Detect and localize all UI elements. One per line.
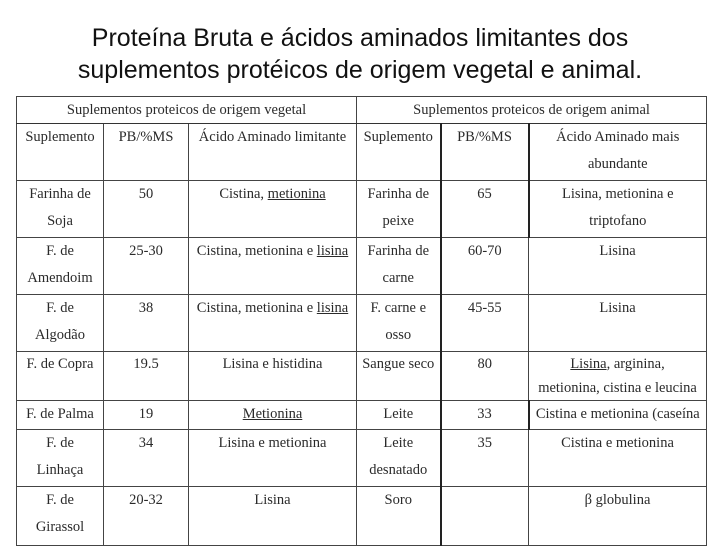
veg-amino-acid-underlined: lisina [316,243,349,259]
table-row [17,352,707,401]
col-header-aa-abundante [529,124,707,181]
ani-supplement-name: Leite [383,435,414,451]
ani-amino-acid-cont: metionina, cistina e leucina [538,380,697,396]
ani-amino-acid-text: , arginina, [606,356,665,372]
group-header-animal: Suplementos proteicos de origem animal [357,97,707,124]
table-row [17,401,707,430]
col-header-aa-abundante-line1: Ácido Aminado mais [556,129,680,145]
ani-amino-acid [532,352,703,376]
ani-amino-acid: β globulina [529,487,707,546]
table-row [17,238,707,295]
ani-amino-acid: Lisina, metionina e [561,186,674,202]
protein-table [16,96,707,546]
col-header-aa-abundante-line2: abundante [587,156,648,172]
ani-pb-value: 33 [441,401,529,430]
ani-pb-value: 80 [441,352,529,401]
ani-amino-acid-underlined: Lisina [570,356,607,372]
veg-amino-acid-text: Cistina, [219,186,268,202]
ani-pb-value [441,487,529,546]
ani-supplement-name: Sangue seco [357,352,441,401]
veg-supplement-name: F. de [46,243,74,259]
veg-pb-value: 38 [104,295,189,352]
slide-title [0,22,720,86]
veg-amino-acid-underlined: metionina [267,186,326,202]
ani-supplement-name: F. carne e [370,300,427,316]
col-header-pb-ani: PB/%MS [441,124,529,181]
veg-supplement-name: F. de [46,492,74,508]
ani-amino-acid: Lisina [599,300,636,316]
veg-amino-acid-underlined: lisina [316,300,349,316]
veg-supplement-name: F. de [46,435,74,451]
ani-supplement-name: Farinha de [367,243,430,259]
ani-supplement-name: Leite [357,401,441,430]
veg-amino-acid-text: Cistina, metionina e [196,300,317,316]
veg-supplement-name-cont: Girassol [35,519,85,535]
col-header-suplemento-ani: Suplemento [357,124,441,181]
veg-amino-acid [189,295,357,352]
ani-amino-acid-cont: triptofano [589,213,647,229]
title-line-1: Proteína Bruta e ácidos aminados limitantes dos [91,24,629,52]
veg-pb-value: 50 [104,181,189,238]
col-header-pb-veg: PB/%MS [104,124,189,181]
ani-amino-acid: Lisina [599,243,636,259]
col-header-suplemento-veg: Suplemento [17,124,104,181]
ani-pb-value: 65 [441,181,529,238]
veg-pb-value: 34 [104,430,189,487]
veg-supplement-name: F. de [46,300,74,316]
veg-amino-acid [189,238,357,295]
veg-pb-value: 20-32 [104,487,189,546]
ani-supplement-name-cont: desnatado [369,462,428,478]
table-row [17,487,707,546]
ani-amino-acid: Cistina e metionina [529,430,707,487]
veg-supplement-name: F. de Copra [17,352,104,401]
ani-pb-value: 60-70 [441,238,529,295]
veg-pb-value: 25-30 [104,238,189,295]
veg-pb-value: 19 [104,401,189,430]
table-row [17,430,707,487]
ani-supplement-name: Farinha de [367,186,430,202]
ani-pb-value: 45-55 [441,295,529,352]
col-header-aa-limitante: Ácido Aminado limitante [189,124,357,181]
veg-amino-acid: Lisina [189,487,357,546]
ani-supplement-name-cont: carne [382,270,414,286]
ani-supplement-name-cont: osso [385,327,412,343]
ani-supplement-name: Soro [357,487,441,546]
title-line-2: suplementos protéicos de origem vegetal e animal. [77,56,643,84]
group-header-vegetal: Suplementos proteicos de origem vegetal [17,97,357,124]
veg-pb-value: 19.5 [104,352,189,401]
ani-pb-value: 35 [441,430,529,487]
veg-amino-acid [189,401,357,430]
ani-amino-acid: Cistina e metionina (caseína [529,401,707,430]
veg-supplement-name-cont: Amendoim [27,270,93,286]
veg-supplement-name-cont: Algodão [35,327,85,343]
table-row [17,295,707,352]
veg-amino-acid: Lisina e histidina [189,352,357,401]
veg-amino-acid: Lisina e metionina [189,430,357,487]
veg-amino-acid-text: Cistina, metionina e [196,243,317,259]
veg-amino-acid-underlined: Metionina [242,406,303,422]
veg-supplement-name: F. de Palma [17,401,104,430]
veg-supplement-name-cont: Soja [47,213,73,229]
table-row [17,181,707,238]
veg-supplement-name: Farinha de [29,186,91,202]
veg-amino-acid [189,181,357,238]
veg-supplement-name-cont: Linhaça [36,462,84,478]
ani-supplement-name-cont: peixe [382,213,414,229]
